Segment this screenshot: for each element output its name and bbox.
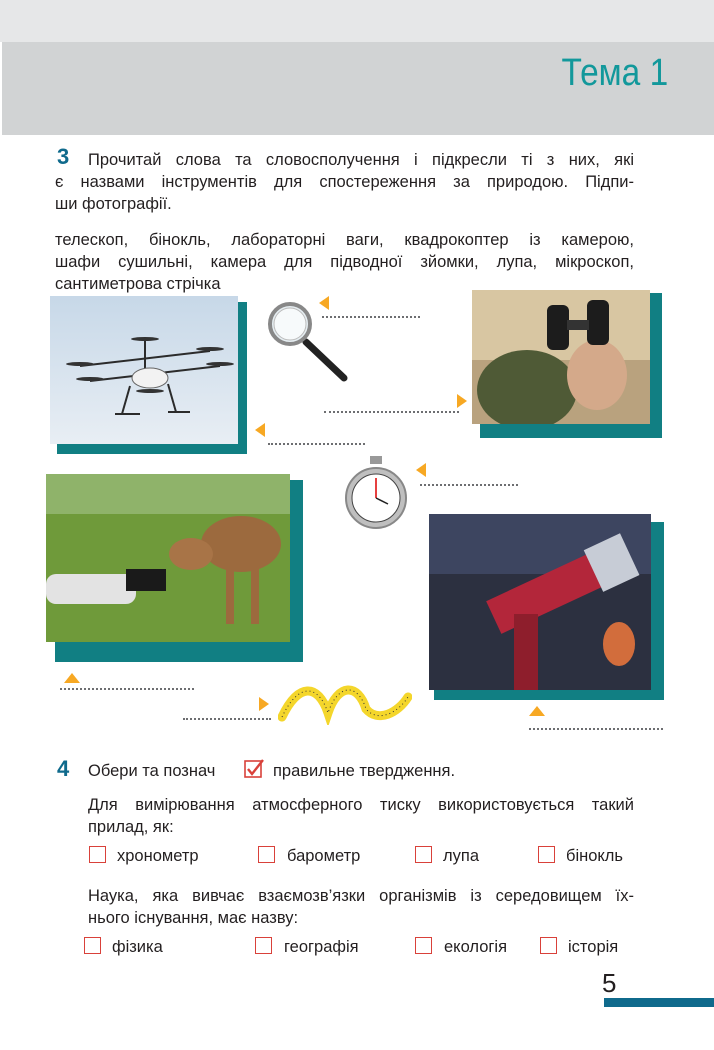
arrow-up-icon: [529, 706, 545, 716]
question-1-line-1: Для вимірювання атмосферного тиску використовується такий: [88, 796, 634, 814]
arrow-up-icon: [64, 673, 80, 683]
checkbox-option-1-1[interactable]: [89, 846, 106, 863]
option-1-1-label: хронометр: [117, 847, 199, 865]
arrow-right-icon: [259, 697, 269, 711]
word-list-line-3: сантиметрова стрічка: [55, 275, 221, 293]
option-2-1-label: фізика: [112, 938, 163, 956]
top-strip: [0, 0, 714, 42]
stopwatch-photo: [342, 454, 410, 532]
answer-line[interactable]: [529, 728, 663, 730]
task-3-instruction-line-1: Прочитай слова та словосполучення і підкресли ті з них, які: [88, 151, 634, 169]
option-2-2-label: географія: [284, 938, 359, 956]
word-list-line-2: шафи сушильні, камера для підводної зйомки, лупа, мікроскоп,: [55, 253, 634, 271]
checkbox-option-2-1[interactable]: [84, 937, 101, 954]
page-number: 5: [602, 968, 617, 998]
task-3-instruction-line-2: є назвами інструментів для спостереження за природою. Підпи-: [55, 173, 634, 191]
option-1-2-label: барометр: [287, 847, 361, 865]
arrow-left-icon: [416, 463, 426, 477]
answer-line[interactable]: [420, 484, 518, 486]
checkbox-option-1-3[interactable]: [415, 846, 432, 863]
task-4-instruction-end: правильне твердження.: [273, 762, 456, 780]
magnifier-photo: [266, 300, 352, 384]
question-1-line-2: прилад, як:: [88, 818, 174, 836]
arrow-left-icon: [255, 423, 265, 437]
page-number-bar: [604, 998, 714, 1007]
answer-line[interactable]: [60, 688, 194, 690]
checkbox-option-2-3[interactable]: [415, 937, 432, 954]
question-2-line-2: нього існування, має назву:: [88, 909, 299, 927]
answer-line[interactable]: [324, 411, 459, 413]
measuring-tape-photo: [278, 673, 412, 725]
question-2-line-1: Наука, яка вивчає взаємозв’язки організмів із середовищем їх-: [88, 887, 634, 905]
option-1-3-label: лупа: [443, 847, 479, 865]
option-2-3-label: екологія: [444, 938, 508, 956]
task-3-instruction-line-3: ши фотографії.: [55, 195, 172, 213]
photographer-photo: [46, 474, 290, 642]
checkbox-option-2-4[interactable]: [540, 937, 557, 954]
answer-line[interactable]: [183, 718, 271, 720]
binoculars-photo: [472, 290, 650, 424]
theme-title: Тема 1: [561, 52, 668, 94]
telescope-photo: [429, 514, 651, 690]
task-3-number: 3: [57, 144, 70, 169]
checkbox-checked-icon: [244, 757, 266, 779]
drone-photo: [50, 296, 238, 444]
task-4-number: 4: [57, 756, 70, 781]
option-1-4-label: бінокль: [566, 847, 624, 865]
theme-header: [2, 42, 714, 135]
answer-line[interactable]: [268, 443, 365, 445]
option-2-4-label: історія: [568, 938, 619, 956]
checkbox-option-1-2[interactable]: [258, 846, 275, 863]
answer-line[interactable]: [322, 316, 420, 318]
task-4-instruction-start: Обери та познач: [88, 762, 216, 780]
arrow-left-icon: [319, 296, 329, 310]
checkbox-option-1-4[interactable]: [538, 846, 555, 863]
arrow-right-icon: [457, 394, 467, 408]
checkbox-option-2-2[interactable]: [255, 937, 272, 954]
word-list-line-1: телескоп, бінокль, лабораторні ваги, квадрокоптер із камерою,: [55, 231, 634, 249]
